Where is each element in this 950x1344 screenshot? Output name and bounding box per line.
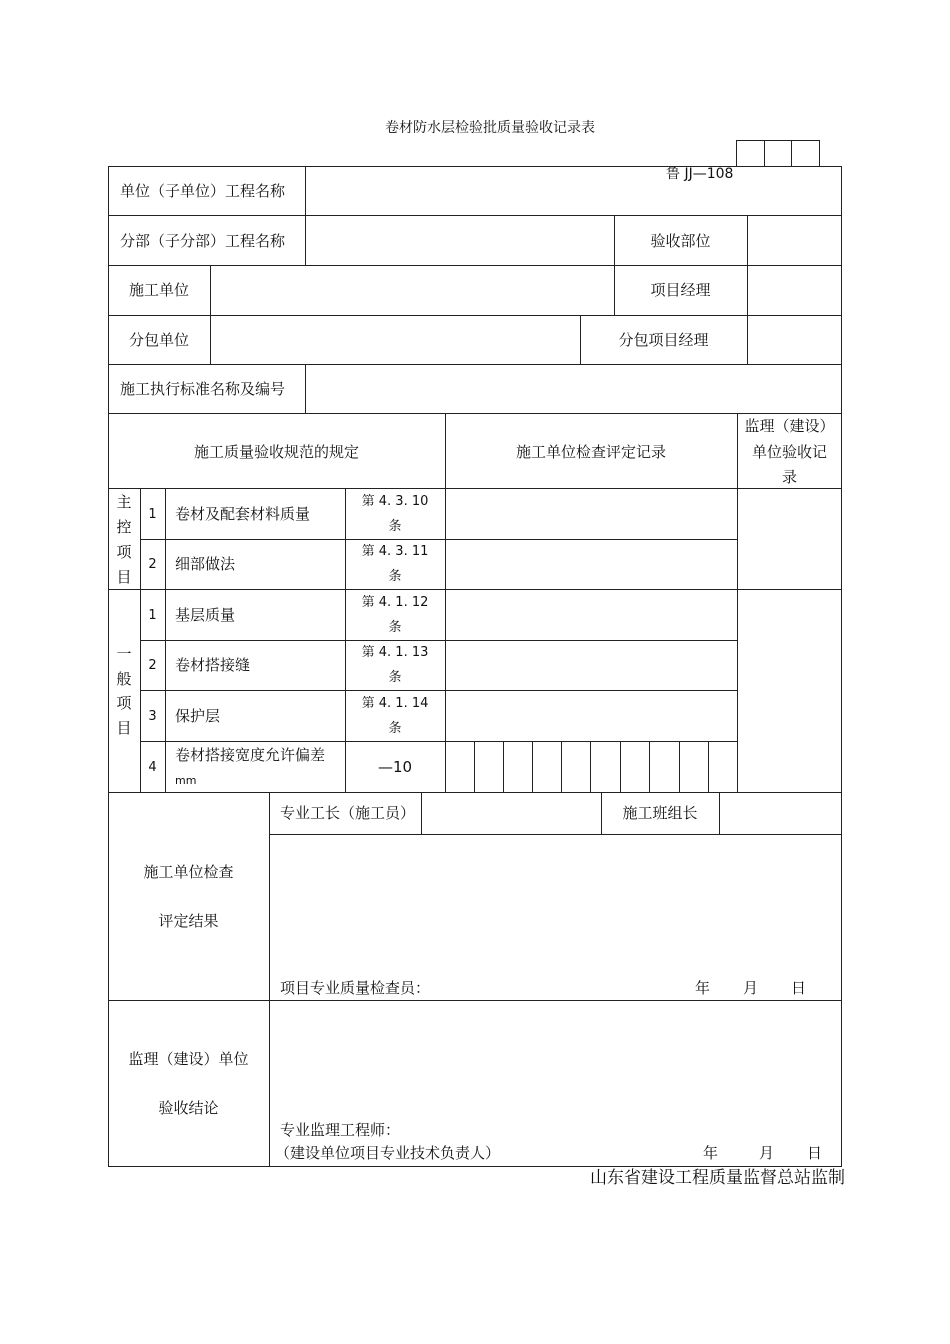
subcontract-unit-label: 分包单位 (128, 331, 189, 349)
general-char: 一 (116, 645, 132, 663)
supervision-column-header-1: 监理（建设） (744, 417, 835, 435)
inspection-result-label-2: 评定结果 (158, 912, 219, 930)
item-no: 1 (148, 608, 157, 623)
item-clause: 第 4. 1. 12 (361, 595, 429, 610)
item-clause-suffix: 条 (388, 569, 402, 584)
subcontract-manager-label: 分包项目经理 (618, 331, 709, 349)
project-manager-label: 项目经理 (650, 281, 711, 299)
date-month: 月 (759, 1144, 775, 1162)
item-name: 基层质量 (175, 606, 236, 624)
item-clause: 第 4. 1. 13 (361, 645, 429, 660)
general-char: 目 (116, 719, 132, 737)
item-unit: mm (175, 774, 197, 787)
construction-unit-label: 施工单位 (128, 281, 189, 299)
supervision-column-header-3: 录 (781, 468, 797, 486)
item-no: 2 (148, 557, 157, 572)
record-column-header: 施工单位检查评定记录 (515, 443, 666, 461)
main-control-char: 主 (116, 493, 132, 511)
date-day: 日 (807, 1144, 823, 1162)
general-char: 项 (116, 694, 132, 712)
engineer-label: 专业监理工程师： (280, 1121, 401, 1139)
supervision-conclusion-label: 监理（建设）单位 (128, 1050, 249, 1068)
item-name: 卷材及配套材料质量 (175, 505, 311, 523)
item-no: 3 (148, 709, 157, 724)
supervision-conclusion-label-2: 验收结论 (158, 1099, 219, 1117)
main-control-char: 项 (116, 543, 132, 561)
standard-label: 施工执行标准名称及编号 (120, 380, 286, 398)
item-clause-suffix: 条 (388, 519, 402, 534)
item-clause: 第 4. 3. 10 (361, 494, 429, 509)
general-char: 般 (116, 670, 132, 688)
date-day: 日 (791, 979, 807, 997)
item-no: 1 (148, 507, 157, 522)
main-control-char: 控 (116, 518, 132, 536)
owner-label: （建设单位项目专业技术负责人） (275, 1144, 501, 1162)
foreman-label: 专业工长（施工员） (280, 804, 416, 822)
item-clause-suffix: 条 (388, 721, 402, 736)
acceptance-part-label: 验收部位 (650, 232, 711, 250)
inspection-result-label: 施工单位检查 (143, 863, 234, 881)
inspector-label: 项目专业质量检查员： (280, 979, 431, 997)
team-leader-label: 施工班组长 (622, 804, 698, 822)
form-code: 鲁 JJ—108 (666, 166, 734, 182)
tolerance-value: —10 (377, 758, 413, 776)
item-name: 卷材搭接缝 (175, 656, 251, 674)
footer-issuer: 山东省建设工程质量监督总站监制 (590, 1168, 845, 1188)
form-title: 卷材防水层检验批质量验收记录表 (385, 120, 595, 136)
unit-project-label: 单位（子单位）工程名称 (120, 182, 286, 200)
spec-column-header: 施工质量验收规范的规定 (193, 443, 359, 461)
item-clause: 第 4. 3. 11 (361, 544, 429, 559)
item-clause-suffix: 条 (388, 620, 402, 635)
item-clause-suffix: 条 (388, 670, 402, 685)
supervision-column-header-2: 单位验收记 (751, 443, 827, 461)
date-month: 月 (743, 979, 759, 997)
item-no: 2 (148, 658, 157, 673)
item-name: 卷材搭接宽度允许偏差 (175, 746, 326, 764)
item-clause: 第 4. 1. 14 (361, 696, 429, 711)
item-name: 细部做法 (175, 555, 236, 573)
item-no: 4 (148, 760, 157, 775)
code-boxes (736, 140, 820, 167)
item-name: 保护层 (175, 707, 221, 725)
date-year: 年 (695, 979, 711, 997)
main-control-char: 目 (116, 568, 132, 586)
date-year: 年 (703, 1144, 719, 1162)
sub-project-label: 分部（子分部）工程名称 (120, 232, 286, 250)
